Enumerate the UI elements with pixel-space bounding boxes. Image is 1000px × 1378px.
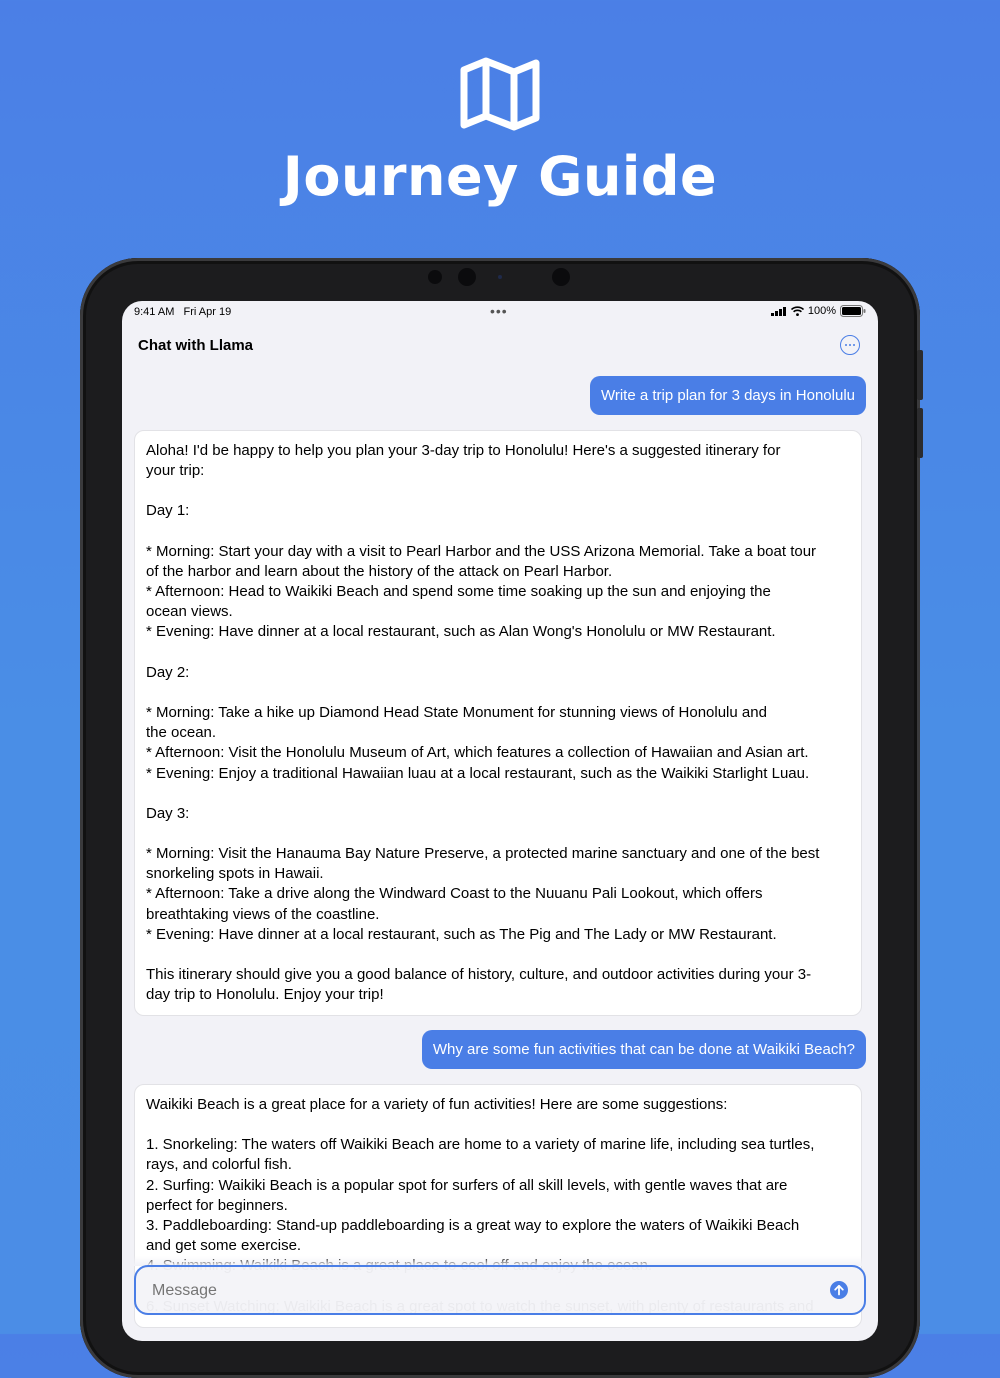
light-sensor-icon bbox=[498, 275, 502, 279]
tablet-frame bbox=[80, 258, 920, 1378]
assistant-message: Waikiki Beach is a great place for a variety of fun activities! Here are some suggestions: 1. Snorkeling: The waters off Waikiki Beach are home to a variety of marine life, including sea turtles, rays, and colorful fish. 2. Surfing: Waikiki Beach is a popular spot for surfers of all skill levels, with gentle waves that are perfect for beginners. 3. Paddleboarding: Stand-up paddleboarding is a great way to explore the waters of Waikiki Beach and get some exercise. bbox=[134, 1084, 862, 1328]
arrow-up-circle-icon[interactable] bbox=[830, 1281, 848, 1299]
wifi-icon bbox=[791, 306, 804, 316]
message-composer bbox=[134, 1265, 866, 1315]
volume-up-button bbox=[917, 350, 923, 400]
user-message: Why are some fun activities that can be done at Waikiki Beach? bbox=[422, 1030, 866, 1069]
signal-icon bbox=[771, 307, 787, 316]
proximity-sensor-icon bbox=[552, 268, 570, 286]
promo-title: Journey Guide bbox=[282, 145, 718, 208]
message-input[interactable] bbox=[150, 1277, 814, 1305]
ellipsis-circle-icon[interactable] bbox=[840, 335, 860, 355]
map-icon bbox=[458, 56, 542, 132]
volume-down-button bbox=[917, 408, 923, 458]
battery-icon bbox=[840, 305, 866, 317]
multitasking-dots-icon[interactable]: ••• bbox=[490, 303, 508, 319]
status-time bbox=[134, 306, 231, 318]
assistant-message: Aloha! I'd be happy to help you plan your 3-day trip to Honolulu! Here's a suggested itinerary for your trip: Day 1: * Morning: Start your day with a visit to Pearl Harbor and the USS Arizona Memorial. Take a boat tour of the harbor and learn about the history of the attack on Pearl Harbor. * Afternoon: Head to Waikiki Beach and spend some time soaking up the sun and enjoying the ocean views. * Evening: Have dinner at a local restaurant, such as Alan Wong's Honolulu or MW Restaurant. Day 2: * Morning: Take a hike up Diamond Head State Monument for stunning views of Honolulu and the ocean. * Afternoon: Visit the Honolulu Museum of Art, which features a collection of Hawaiian and Asian art. * Evening: Enjoy a traditional Hawaiian luau at a local restaurant, such as the Waikiki Starlight Luau. Day 3: * Morning: Visit the Hanauma Bay Nature Preserve, a protected marine sanctuary and one of the best snorkeling spots in Hawaii. * Afternoon: Take a drive along the Windward Coast to the Nuuanu Pali Lookout, which offers breathtaking views of the coastline. * Evening: Have dinner at a local restaurant, such as The Pig and The Lady or MW Restaurant. This itinerary should give you a good balance of history, culture, and outdoor activities during your 3- day trip to Honolulu. Enjoy your trip! bbox=[134, 430, 862, 1016]
status-bar bbox=[122, 301, 878, 323]
app-screen bbox=[122, 301, 878, 1341]
front-camera-icon bbox=[458, 268, 476, 286]
sensor-icon bbox=[428, 270, 442, 284]
battery-percent: 100% bbox=[807, 305, 836, 317]
user-message: Write a trip plan for 3 days in Honolulu bbox=[590, 376, 866, 415]
status-date: Fri Apr 19 bbox=[183, 306, 232, 318]
status-time-value: 9:41 AM bbox=[134, 306, 175, 318]
status-indicators bbox=[771, 305, 866, 317]
page-title: Chat with Llama bbox=[138, 337, 254, 354]
